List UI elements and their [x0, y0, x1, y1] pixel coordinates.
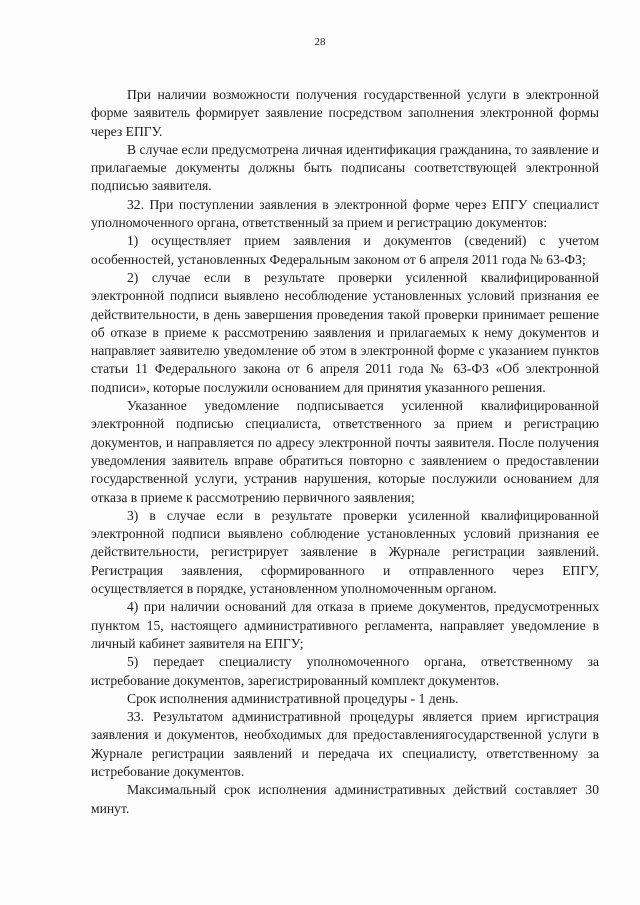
paragraph-notification: Указанное уведомление подписывается усиленной квалифицированной электронной подписью специалиста, ответственного за прием и регистрацию документов, и направляется по адресу электронной почты заявителя. После получения уведомления заявитель вправе обратиться повторно с заявлением о предоставлении государственной услуги, устранив нарушения, которые послужили основанием для отказа в приеме к рассмотрению первичного заявления;	[91, 398, 599, 505]
paragraph-max-time: Максимальный срок исполнения административных действий составляет 30 минут.	[91, 782, 599, 816]
paragraph-subitem-4: 4) при наличии оснований для отказа в приеме документов, предусмотренных пунктом 15, настоящего административного регламента, направляет уведомление в личный кабинет заявителя на ЕПГУ;	[91, 599, 599, 651]
paragraph-item-33: 33. Результатом административной процедуры является прием иргистрация заявления и документов, необходимых для предоставлениягосударственной услуги в Журнале регистрации заявлений и передача их специалисту, ответственному за истребование документов.	[91, 709, 599, 779]
page-number: 28	[314, 36, 326, 48]
paragraph-personal-identification: В случае если предусмотрена личная идентификация гражданина, то заявление и прилагаемые документы должны быть подписаны соответствующей электронной подписью заявителя.	[91, 141, 599, 194]
paragraph-procedure-term: Срок исполнения административной процедуры - 1 день.	[127, 690, 459, 706]
paragraph-subitem-5: 5) передает специалисту уполномоченного органа, ответственному за истребование документов, зарегистрированный комплект документов.	[91, 654, 599, 688]
paragraph-subitem-3: 3) в случае если в результате проверки усиленной квалифицированной электронной подписи выявлено соблюдение установленных условий признания ее действительности, регистрирует заявление в Журнале регистрации заявлений. Регистрация заявления, сформированного и отправленного через ЕПГУ, осуществляется в порядке, установленном уполномоченным органом.	[91, 507, 599, 597]
paragraph-subitem-1: 1) осуществляет прием заявления и документов (сведений) с учетом особенностей, установленных Федеральным законом от 6 апреля 2011 года № 63-ФЗ;	[91, 233, 599, 267]
document-body	[91, 86, 599, 818]
paragraph-electronic-form: При наличии возможности получения государственной услуги в электронной форме заявитель формирует заявление посредством заполнения электронной формы через ЕПГУ.	[91, 87, 599, 139]
paragraph-item-32: 32. При поступлении заявления в электронной форме через ЕПГУ специалист уполномоченного органа, ответственный за прием и регистрацию документов:	[91, 196, 599, 231]
paragraph-subitem-2: 2) случае если в результате проверки усиленной квалифицированной электронной подписи выявлено несоблюдение установленных условий признания ее действительности, в день завершения проведения такой проверки принимает решение об отказе в приеме к рассмотрению заявления и прилагаемых к нему документов и направляет заявителю уведомление об этом в электронной форме с указанием пунктов статьи 11 Федерального закона от 6 апреля 2011 года № 63-ФЗ «Об электронной подписи», которые послужили основанием для принятия указанного решения.	[91, 269, 599, 395]
